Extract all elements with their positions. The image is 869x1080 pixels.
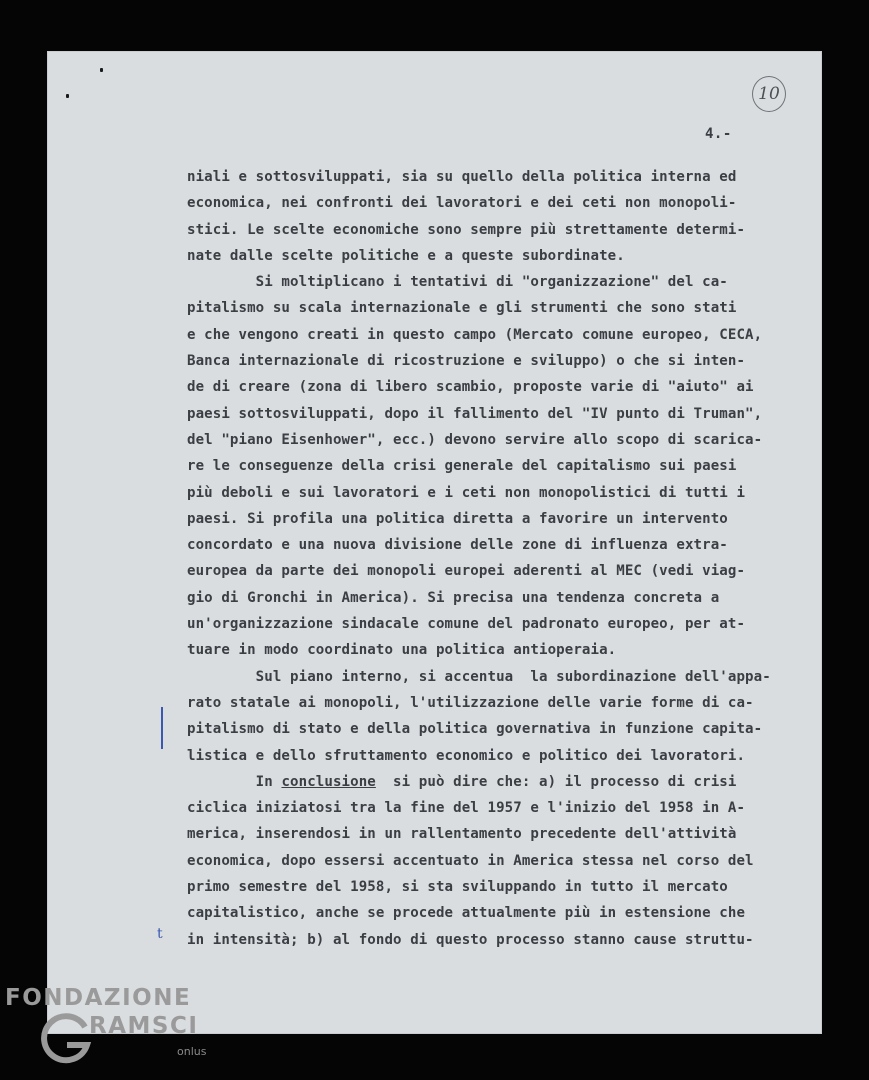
text-line: e che vengono creati in questo campo (Mercato comune europeo, CECA, [187,326,763,343]
text-line: paesi sottosviluppati, dopo il fallimento del "IV punto di Truman", [187,405,763,422]
text-line: europea da parte dei monopoli europei aderenti al MEC (vedi viag- [187,563,746,580]
text-line: del "piano Eisenhower", ecc.) devono servire allo scopo di scarica- [187,431,763,448]
text-line: Banca internazionale di ricostruzione e sviluppo) o che si inten- [187,353,746,370]
page-number: 4.- [705,126,732,142]
text-line: re le conseguenze della crisi generale del capitalismo sui paesi [187,458,737,475]
text-line: un'organizzazione sindacale comune del padronato europeo, per at- [187,616,746,633]
ink-speck [66,94,69,98]
ink-speck [100,68,103,72]
archive-page-number: 10 [752,76,786,112]
text-line: pitalismo su scala internazionale e gli strumenti che sono stati [187,300,737,317]
text-line: gio di Gronchi in America). Si precisa una tendenza concreta a [187,589,720,606]
text-line: Sul piano interno, si accentua la subordinazione dell'appa- [187,668,771,685]
text-line: in intensità; b) al fondo di questo processo stanno cause struttu- [187,931,754,948]
text-line: niali e sottosviluppati, sia su quello della politica interna ed [187,169,737,185]
text-line: paesi. Si profila una politica diretta a favorire un intervento [187,510,728,527]
text-line: nate dalle scelte politiche e a queste subordinate. [187,247,625,264]
text-line: de di creare (zona di libero scambio, proposte varie di "aiuto" ai [187,379,754,396]
text-line: economica, nei confronti dei lavoratori e dei ceti non monopoli- [187,195,737,212]
text-line: merica, inserendosi in un rallentamento precedente dell'attività [187,826,737,843]
text-line: primo semestre del 1958, si sta sviluppando in tutto il mercato [187,879,728,896]
underlined-word: conclusione [281,773,376,790]
text-line: tuare in modo coordinato una politica antioperaia. [187,642,617,659]
watermark-line1: FONDAZIONE [5,985,192,1011]
text-line: pitalismo di stato e della politica governativa in funzione capita- [187,721,763,738]
text-line: capitalistico, anche se procede attualmente più in estensione che [187,905,746,922]
text-line: listica e dello sfruttamento economico e politico dei lavoratori. [187,747,746,764]
text-line: più deboli e sui lavoratori e i ceti non monopolistici di tutti i [187,484,746,501]
conclusion-rest: si può dire che: a) il processo di crisi [375,773,737,790]
text-line: economica, dopo essersi accentuato in America stessa nel corso del [187,852,754,869]
text-line: rato statale ai monopoli, l'utilizzazione delle varie forme di ca- [187,694,754,711]
text-line [187,769,787,795]
fondazione-gramsci-watermark [5,985,220,1077]
text-line: stici. Le scelte economiche sono sempre più strettamente determi- [187,221,746,238]
typewritten-body [187,164,787,953]
text-line: concordato e una nuova divisione delle zone di influenza extra- [187,537,728,554]
text-line: ciclica iniziatosi tra la fine del 1957 e l'inizio del 1958 in A- [187,800,746,817]
watermark-line2: RAMSCI [89,1013,199,1039]
watermark-onlus: onlus [177,1045,207,1058]
conclusion-prefix: In [187,773,282,790]
text-line: Si moltiplicano i tentativi di "organizzazione" del ca- [187,274,728,291]
margin-note: t [157,926,163,942]
gramsci-g-logo-icon [37,1011,93,1067]
margin-pen-mark [161,707,163,749]
